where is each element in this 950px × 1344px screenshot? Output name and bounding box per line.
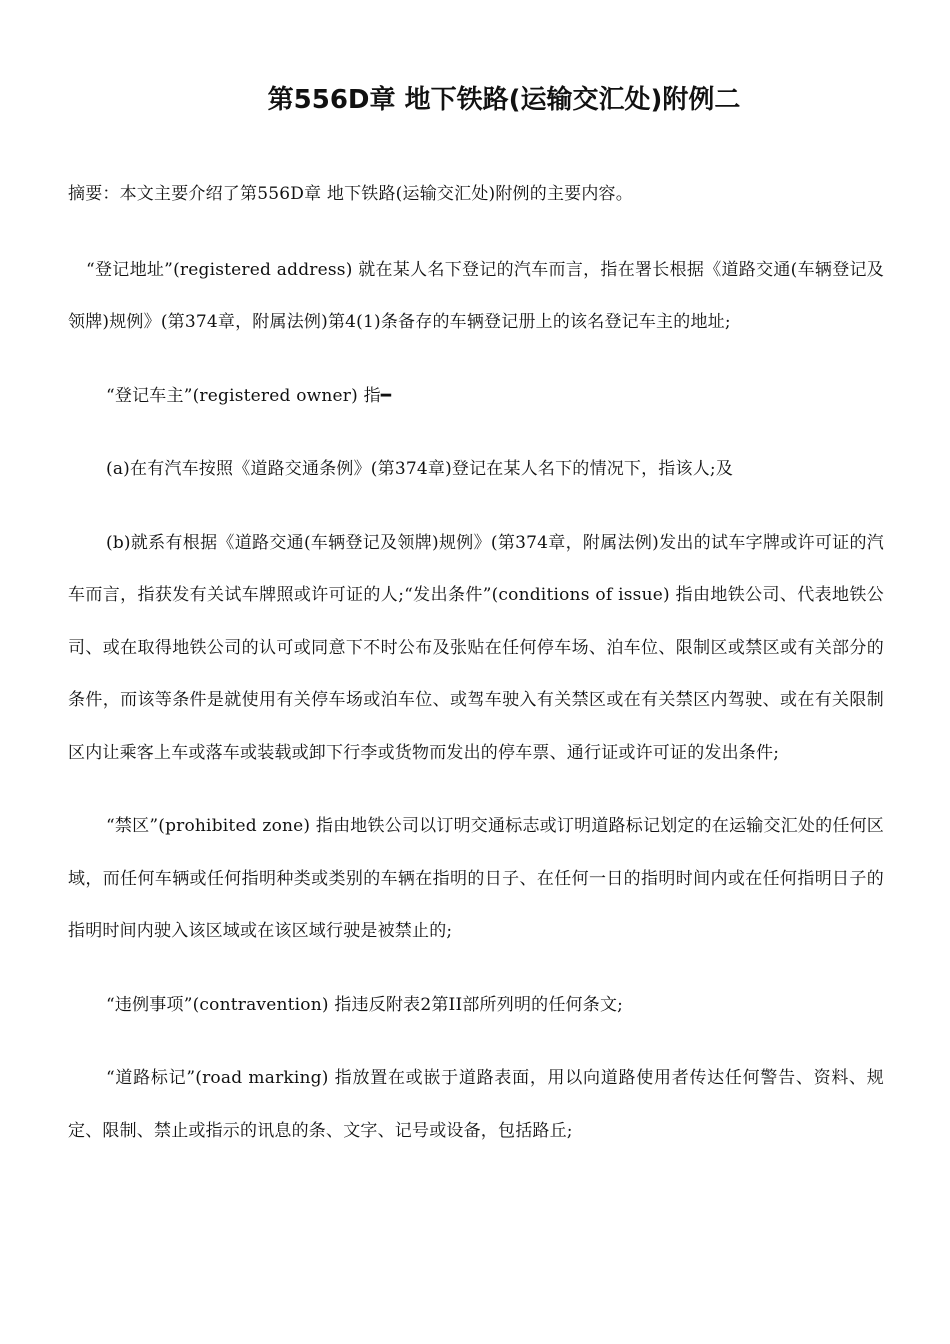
- clause-b-conditions-of-issue: (b)就系有根据《道路交通(车辆登记及领牌)规例》(第374章，附属法例)发出的试车字牌或许可证的汽车而言，指获发有关试车牌照或许可证的人;“发出条件”(conditions of issue) 指由地铁公司、代表地铁公司、或在取得地铁公司的认可或同意下不时公布及张贴在任何停车场、泊车位、限制区或禁区或有关部分的条件，而该等条件是就使用有关停车场或泊车位、或驾车驶入有关禁区或在有关禁区内驾驶、或在有关限制区内让乘客上车或落车或装载或卸下行李或货物而发出的停车票、通行证或许可证的发出条件;: [68, 532, 884, 763]
- definition-registered-owner: “登记车主”(registered owner) 指━: [106, 385, 392, 406]
- abstract-paragraph: 摘要：本文主要介绍了第556D章 地下铁路(运输交汇处)附例的主要内容。: [68, 184, 633, 204]
- clause-a: (a)在有汽车按照《道路交通条例》(第374章)登记在某人名下的情况下，指该人;及: [106, 459, 734, 479]
- definition-contravention: “违例事项”(contravention) 指违反附表2第II部所列明的任何条文;: [106, 994, 624, 1015]
- definition-registered-address: “登记地址”(registered address) 就在某人名下登记的汽车而言，指在署长根据《道路交通(车辆登记及领牌)规例》(第374章，附属法例)第4(1)条备存的车辆登记册上的该名登记车主的地址;: [68, 259, 884, 332]
- document-body: [68, 168, 884, 1178]
- document-title: 第556D章 地下铁路(运输交汇处)附例二: [267, 85, 741, 115]
- definition-road-marking: “道路标记”(road marking) 指放置在或嵌于道路表面，用以向道路使用者传达任何警告、资料、规定、限制、禁止或指示的讯息的条、文字、记号或设备，包括路丘;: [68, 1068, 884, 1141]
- definition-prohibited-zone: “禁区”(prohibited zone) 指由地铁公司以订明交通标志或订明道路标记划定的在运输交汇处的任何区域，而任何车辆或任何指明种类或类别的车辆在指明的日子、在任何一日的指明时间内或在任何指明日子的指明时间内驶入该区域或在该区域行驶是被禁止的;: [68, 816, 884, 941]
